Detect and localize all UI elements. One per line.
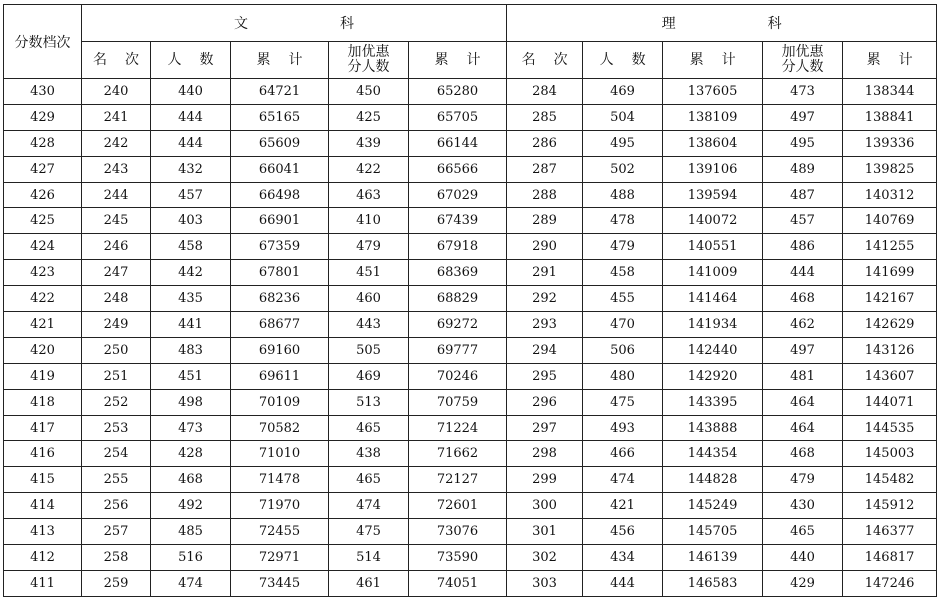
like-bonus-count-cell: 497 (763, 337, 843, 363)
wenke-bonus-cumulative-cell: 69272 (409, 312, 507, 338)
like-cumulative-cell: 146583 (663, 570, 763, 596)
rank-header-char: 次 (553, 51, 568, 68)
like-bonus-cumulative-cell: 141699 (843, 260, 937, 286)
wenke-label-right: 科 (340, 16, 355, 32)
like-count-cell: 421 (583, 493, 663, 519)
wenke-bonus-cumulative-cell: 67439 (409, 208, 507, 234)
wenke-rank-cell: 240 (82, 79, 151, 105)
wenke-rank-cell: 254 (82, 441, 151, 467)
score-cell: 412 (4, 545, 82, 571)
like-rank-cell: 297 (507, 415, 583, 441)
like-cumulative-cell: 141934 (663, 312, 763, 338)
like-cumulative-cell: 145249 (663, 493, 763, 519)
wenke-count-cell: 432 (151, 156, 231, 182)
wenke-bonus-cumulative-cell: 66144 (409, 130, 507, 156)
wenke-cumulative-cell: 68677 (231, 312, 329, 338)
wenke-rank-cell: 255 (82, 467, 151, 493)
like-bonus-cumulative-cell: 146817 (843, 545, 937, 571)
like-rank-cell: 287 (507, 156, 583, 182)
like-rank-cell: 288 (507, 182, 583, 208)
score-cell: 427 (4, 156, 82, 182)
wenke-cumulative-cell: 68236 (231, 286, 329, 312)
like-rank-cell: 294 (507, 337, 583, 363)
like-count-cell: 444 (583, 570, 663, 596)
like-count-cell: 480 (583, 363, 663, 389)
like-rank-cell: 300 (507, 493, 583, 519)
like-cumulative-cell: 141009 (663, 260, 763, 286)
wenke-cumulative-cell: 67359 (231, 234, 329, 260)
table-row (4, 337, 937, 363)
like-bonus-count-cell: 468 (763, 286, 843, 312)
like-bonus-count-cell: 464 (763, 415, 843, 441)
wenke-cumulative-cell: 65165 (231, 104, 329, 130)
like-cumulative-cell: 139594 (663, 182, 763, 208)
score-cell: 423 (4, 260, 82, 286)
table-body (4, 79, 937, 597)
wenke-count-cell: 428 (151, 441, 231, 467)
like-cumulative-cell: 140072 (663, 208, 763, 234)
column-header-row (4, 42, 937, 79)
wenke-cumulative-cell: 71970 (231, 493, 329, 519)
wenke-count-cell: 485 (151, 519, 231, 545)
like-rank-cell: 293 (507, 312, 583, 338)
like-cumulative-cell: 142440 (663, 337, 763, 363)
table-row (4, 467, 937, 493)
cumulative-header-char: 计 (898, 51, 913, 68)
score-cell: 411 (4, 570, 82, 596)
like-bonus-cumulative-cell: 142629 (843, 312, 937, 338)
wenke-count-cell: 444 (151, 104, 231, 130)
wenke-rank-cell: 243 (82, 156, 151, 182)
table-row (4, 363, 937, 389)
rank-header-char: 次 (125, 51, 139, 68)
wenke-bonus-cumulative-cell: 71224 (409, 415, 507, 441)
like-bonus-count-cell: 487 (763, 182, 843, 208)
like-bonus-cumulative-cell: 140769 (843, 208, 937, 234)
wenke-count-cell: 473 (151, 415, 231, 441)
wenke-cumulative-cell: 72455 (231, 519, 329, 545)
like-bonus-count-cell: 486 (763, 234, 843, 260)
like-rank-cell: 303 (507, 570, 583, 596)
wenke-count-cell: 440 (151, 79, 231, 105)
table-row (4, 415, 937, 441)
wenke-bonus-cumulative-cell: 67918 (409, 234, 507, 260)
like-rank-cell: 291 (507, 260, 583, 286)
wenke-count-cell: 435 (151, 286, 231, 312)
wenke-bonus-count-cell: 461 (329, 570, 409, 596)
score-cell: 429 (4, 104, 82, 130)
wenke-cumulative-header (231, 42, 329, 79)
like-bonus-cumulative-cell: 141255 (843, 234, 937, 260)
score-cell: 417 (4, 415, 82, 441)
wenke-cumulative-cell: 70582 (231, 415, 329, 441)
wenke-bonus-count-cell: 469 (329, 363, 409, 389)
wenke-bonus-count-cell: 505 (329, 337, 409, 363)
wenke-bonus-count-cell: 514 (329, 545, 409, 571)
wenke-bonus-count-cell: 479 (329, 234, 409, 260)
like-label-right: 科 (767, 16, 782, 32)
like-count-header (583, 42, 663, 79)
like-cumulative-cell: 142920 (663, 363, 763, 389)
like-bonus-cumulative-cell: 139825 (843, 156, 937, 182)
like-bonus-count-cell: 495 (763, 130, 843, 156)
bonus-header-line: 加优惠 (781, 44, 824, 60)
wenke-bonus-cumulative-cell: 66566 (409, 156, 507, 182)
wenke-group-header (82, 5, 507, 42)
like-cumulative-cell: 146139 (663, 545, 763, 571)
like-bonus-cumulative-cell: 142167 (843, 286, 937, 312)
wenke-cumulative-cell: 66498 (231, 182, 329, 208)
like-rank-cell: 292 (507, 286, 583, 312)
wenke-label-left: 文 (234, 16, 249, 32)
cumulative-header-char: 累 (689, 51, 704, 68)
wenke-bonus-count-cell: 451 (329, 260, 409, 286)
wenke-rank-cell: 250 (82, 337, 151, 363)
wenke-bonus-cumulative-cell: 68369 (409, 260, 507, 286)
bonus-header-line: 加优惠 (347, 44, 390, 60)
wenke-rank-cell: 249 (82, 312, 151, 338)
like-bonus-cumulative-cell: 143126 (843, 337, 937, 363)
like-bonus-count-cell: 429 (763, 570, 843, 596)
wenke-bonus-cumulative-cell: 71662 (409, 441, 507, 467)
count-header-char: 数 (631, 51, 646, 68)
like-count-cell: 502 (583, 156, 663, 182)
wenke-rank-cell: 248 (82, 286, 151, 312)
wenke-bonus-count-cell: 439 (329, 130, 409, 156)
score-cell: 425 (4, 208, 82, 234)
like-bonus-count-cell: 444 (763, 260, 843, 286)
like-cumulative-cell: 143888 (663, 415, 763, 441)
like-bonus-count-cell: 464 (763, 389, 843, 415)
table-row (4, 493, 937, 519)
table-header (4, 5, 937, 79)
wenke-bonus-count-cell: 463 (329, 182, 409, 208)
wenke-bonus-cumulative-cell: 65705 (409, 104, 507, 130)
bonus-header-line: 分人数 (781, 59, 824, 75)
table-row (4, 519, 937, 545)
like-bonus-cumulative-cell: 147246 (843, 570, 937, 596)
like-bonus-count-cell: 479 (763, 467, 843, 493)
like-rank-cell: 286 (507, 130, 583, 156)
wenke-count-header (151, 42, 231, 79)
score-cell: 415 (4, 467, 82, 493)
table-row (4, 545, 937, 571)
like-count-cell: 466 (583, 441, 663, 467)
wenke-bonus-cumulative-cell: 67029 (409, 182, 507, 208)
wenke-bonus-cumulative-cell: 73076 (409, 519, 507, 545)
table-row (4, 286, 937, 312)
wenke-count-cell: 474 (151, 570, 231, 596)
like-count-cell: 479 (583, 234, 663, 260)
wenke-count-cell: 498 (151, 389, 231, 415)
wenke-bonus-count-cell: 465 (329, 415, 409, 441)
wenke-cumulative-cell: 66901 (231, 208, 329, 234)
like-bonus-count-cell: 497 (763, 104, 843, 130)
wenke-bonus-cumulative-cell: 70246 (409, 363, 507, 389)
wenke-rank-cell: 259 (82, 570, 151, 596)
table-row (4, 260, 937, 286)
wenke-count-cell: 468 (151, 467, 231, 493)
like-cumulative-cell: 140551 (663, 234, 763, 260)
wenke-rank-cell: 258 (82, 545, 151, 571)
like-count-cell: 469 (583, 79, 663, 105)
rank-header-char: 名 (93, 51, 107, 68)
bonus-header-line: 分人数 (347, 59, 390, 75)
cumulative-header-char: 计 (466, 51, 481, 68)
like-cumulative-cell: 144354 (663, 441, 763, 467)
like-count-cell: 495 (583, 130, 663, 156)
like-count-cell: 455 (583, 286, 663, 312)
like-count-cell: 474 (583, 467, 663, 493)
count-header-char: 数 (199, 51, 214, 68)
like-bonus-cumulative-cell: 145482 (843, 467, 937, 493)
wenke-bonus-cumulative-cell: 70759 (409, 389, 507, 415)
wenke-cumulative-cell: 71478 (231, 467, 329, 493)
wenke-rank-cell: 256 (82, 493, 151, 519)
like-count-cell: 470 (583, 312, 663, 338)
group-header-row (4, 5, 937, 42)
like-cumulative-cell: 143395 (663, 389, 763, 415)
wenke-bonus-cumulative-cell: 72601 (409, 493, 507, 519)
score-cell: 430 (4, 79, 82, 105)
table-row (4, 208, 937, 234)
wenke-cumulative-cell: 73445 (231, 570, 329, 596)
score-distribution-table (3, 4, 937, 597)
cumulative-header-char: 计 (288, 51, 303, 68)
like-rank-cell: 295 (507, 363, 583, 389)
cumulative-header-char: 累 (434, 51, 449, 68)
like-label-left: 理 (661, 16, 676, 32)
score-cell: 418 (4, 389, 82, 415)
like-count-cell: 493 (583, 415, 663, 441)
wenke-cumulative-cell: 65609 (231, 130, 329, 156)
wenke-bonus-cumulative-cell: 68829 (409, 286, 507, 312)
count-header-char: 人 (599, 51, 614, 68)
score-cell: 428 (4, 130, 82, 156)
wenke-count-cell: 457 (151, 182, 231, 208)
like-rank-cell: 285 (507, 104, 583, 130)
like-rank-cell: 302 (507, 545, 583, 571)
score-cell: 416 (4, 441, 82, 467)
score-level-header (4, 5, 82, 79)
wenke-bonus-count-cell: 465 (329, 467, 409, 493)
like-rank-cell: 299 (507, 467, 583, 493)
like-bonus-count-cell: 430 (763, 493, 843, 519)
wenke-count-cell: 451 (151, 363, 231, 389)
score-cell: 421 (4, 312, 82, 338)
like-count-cell: 434 (583, 545, 663, 571)
like-rank-cell: 289 (507, 208, 583, 234)
wenke-cumulative-cell: 69160 (231, 337, 329, 363)
like-bonus-count-cell: 481 (763, 363, 843, 389)
wenke-rank-cell: 241 (82, 104, 151, 130)
like-count-cell: 488 (583, 182, 663, 208)
like-cumulative-cell: 141464 (663, 286, 763, 312)
like-bonus-count-cell: 468 (763, 441, 843, 467)
like-count-cell: 458 (583, 260, 663, 286)
like-cumulative-cell: 137605 (663, 79, 763, 105)
wenke-count-cell: 441 (151, 312, 231, 338)
like-count-cell: 456 (583, 519, 663, 545)
wenke-bonus-cumulative-header (409, 42, 507, 79)
like-rank-cell: 290 (507, 234, 583, 260)
wenke-bonus-cumulative-cell: 74051 (409, 570, 507, 596)
like-rank-cell: 284 (507, 79, 583, 105)
table-row (4, 570, 937, 596)
wenke-cumulative-cell: 64721 (231, 79, 329, 105)
wenke-cumulative-cell: 69611 (231, 363, 329, 389)
like-group-header (507, 5, 937, 42)
like-bonus-count-cell: 462 (763, 312, 843, 338)
wenke-bonus-count-cell: 513 (329, 389, 409, 415)
like-rank-cell: 296 (507, 389, 583, 415)
like-bonus-count-cell: 473 (763, 79, 843, 105)
like-bonus-cumulative-cell: 146377 (843, 519, 937, 545)
wenke-rank-cell: 244 (82, 182, 151, 208)
wenke-cumulative-cell: 67801 (231, 260, 329, 286)
table-row (4, 389, 937, 415)
wenke-cumulative-cell: 71010 (231, 441, 329, 467)
like-rank-cell: 298 (507, 441, 583, 467)
wenke-count-cell: 483 (151, 337, 231, 363)
wenke-rank-cell: 247 (82, 260, 151, 286)
wenke-bonus-header (329, 42, 409, 79)
score-cell: 419 (4, 363, 82, 389)
wenke-bonus-count-cell: 422 (329, 156, 409, 182)
wenke-cumulative-cell: 72971 (231, 545, 329, 571)
cumulative-header-char: 计 (721, 51, 736, 68)
like-bonus-count-cell: 465 (763, 519, 843, 545)
wenke-count-cell: 492 (151, 493, 231, 519)
score-cell: 424 (4, 234, 82, 260)
like-rank-header (507, 42, 583, 79)
wenke-bonus-count-cell: 425 (329, 104, 409, 130)
like-cumulative-cell: 138109 (663, 104, 763, 130)
rank-header-char: 名 (521, 51, 536, 68)
wenke-count-cell: 403 (151, 208, 231, 234)
wenke-rank-cell: 252 (82, 389, 151, 415)
score-cell: 414 (4, 493, 82, 519)
score-cell: 420 (4, 337, 82, 363)
score-cell: 413 (4, 519, 82, 545)
table-row (4, 234, 937, 260)
like-bonus-count-cell: 457 (763, 208, 843, 234)
like-bonus-count-cell: 440 (763, 545, 843, 571)
like-bonus-cumulative-cell: 143607 (843, 363, 937, 389)
like-cumulative-header (663, 42, 763, 79)
like-bonus-header (763, 42, 843, 79)
table-row (4, 79, 937, 105)
like-cumulative-cell: 139106 (663, 156, 763, 182)
wenke-bonus-cumulative-cell: 73590 (409, 545, 507, 571)
score-cell: 422 (4, 286, 82, 312)
like-bonus-cumulative-cell: 145912 (843, 493, 937, 519)
wenke-rank-cell: 257 (82, 519, 151, 545)
wenke-bonus-cumulative-cell: 72127 (409, 467, 507, 493)
wenke-rank-cell: 242 (82, 130, 151, 156)
like-count-cell: 478 (583, 208, 663, 234)
like-cumulative-cell: 138604 (663, 130, 763, 156)
like-bonus-cumulative-cell: 145003 (843, 441, 937, 467)
wenke-count-cell: 442 (151, 260, 231, 286)
wenke-bonus-count-cell: 450 (329, 79, 409, 105)
like-cumulative-cell: 145705 (663, 519, 763, 545)
wenke-rank-cell: 253 (82, 415, 151, 441)
table-row (4, 156, 937, 182)
table-row (4, 104, 937, 130)
score-cell: 426 (4, 182, 82, 208)
like-bonus-cumulative-cell: 144535 (843, 415, 937, 441)
wenke-count-cell: 516 (151, 545, 231, 571)
like-bonus-cumulative-header (843, 42, 937, 79)
table-row (4, 312, 937, 338)
like-bonus-cumulative-cell: 138841 (843, 104, 937, 130)
wenke-bonus-count-cell: 443 (329, 312, 409, 338)
like-bonus-cumulative-cell: 139336 (843, 130, 937, 156)
wenke-cumulative-cell: 70109 (231, 389, 329, 415)
wenke-bonus-count-cell: 438 (329, 441, 409, 467)
wenke-rank-cell: 245 (82, 208, 151, 234)
cumulative-header-char: 累 (866, 51, 881, 68)
table-row (4, 130, 937, 156)
like-count-cell: 475 (583, 389, 663, 415)
like-count-cell: 506 (583, 337, 663, 363)
wenke-bonus-count-cell: 475 (329, 519, 409, 545)
like-bonus-cumulative-cell: 144071 (843, 389, 937, 415)
table-row (4, 182, 937, 208)
like-count-cell: 504 (583, 104, 663, 130)
score-level-label: 分数档次 (14, 34, 71, 51)
wenke-cumulative-cell: 66041 (231, 156, 329, 182)
table-row (4, 441, 937, 467)
wenke-count-cell: 458 (151, 234, 231, 260)
like-cumulative-cell: 144828 (663, 467, 763, 493)
wenke-bonus-count-cell: 474 (329, 493, 409, 519)
like-bonus-cumulative-cell: 140312 (843, 182, 937, 208)
wenke-rank-header (82, 42, 151, 79)
wenke-count-cell: 444 (151, 130, 231, 156)
wenke-bonus-cumulative-cell: 65280 (409, 79, 507, 105)
like-bonus-count-cell: 489 (763, 156, 843, 182)
wenke-rank-cell: 246 (82, 234, 151, 260)
like-rank-cell: 301 (507, 519, 583, 545)
like-bonus-cumulative-cell: 138344 (843, 79, 937, 105)
wenke-bonus-count-cell: 410 (329, 208, 409, 234)
wenke-bonus-count-cell: 460 (329, 286, 409, 312)
wenke-rank-cell: 251 (82, 363, 151, 389)
cumulative-header-char: 累 (256, 51, 271, 68)
count-header-char: 人 (167, 51, 182, 68)
wenke-bonus-cumulative-cell: 69777 (409, 337, 507, 363)
